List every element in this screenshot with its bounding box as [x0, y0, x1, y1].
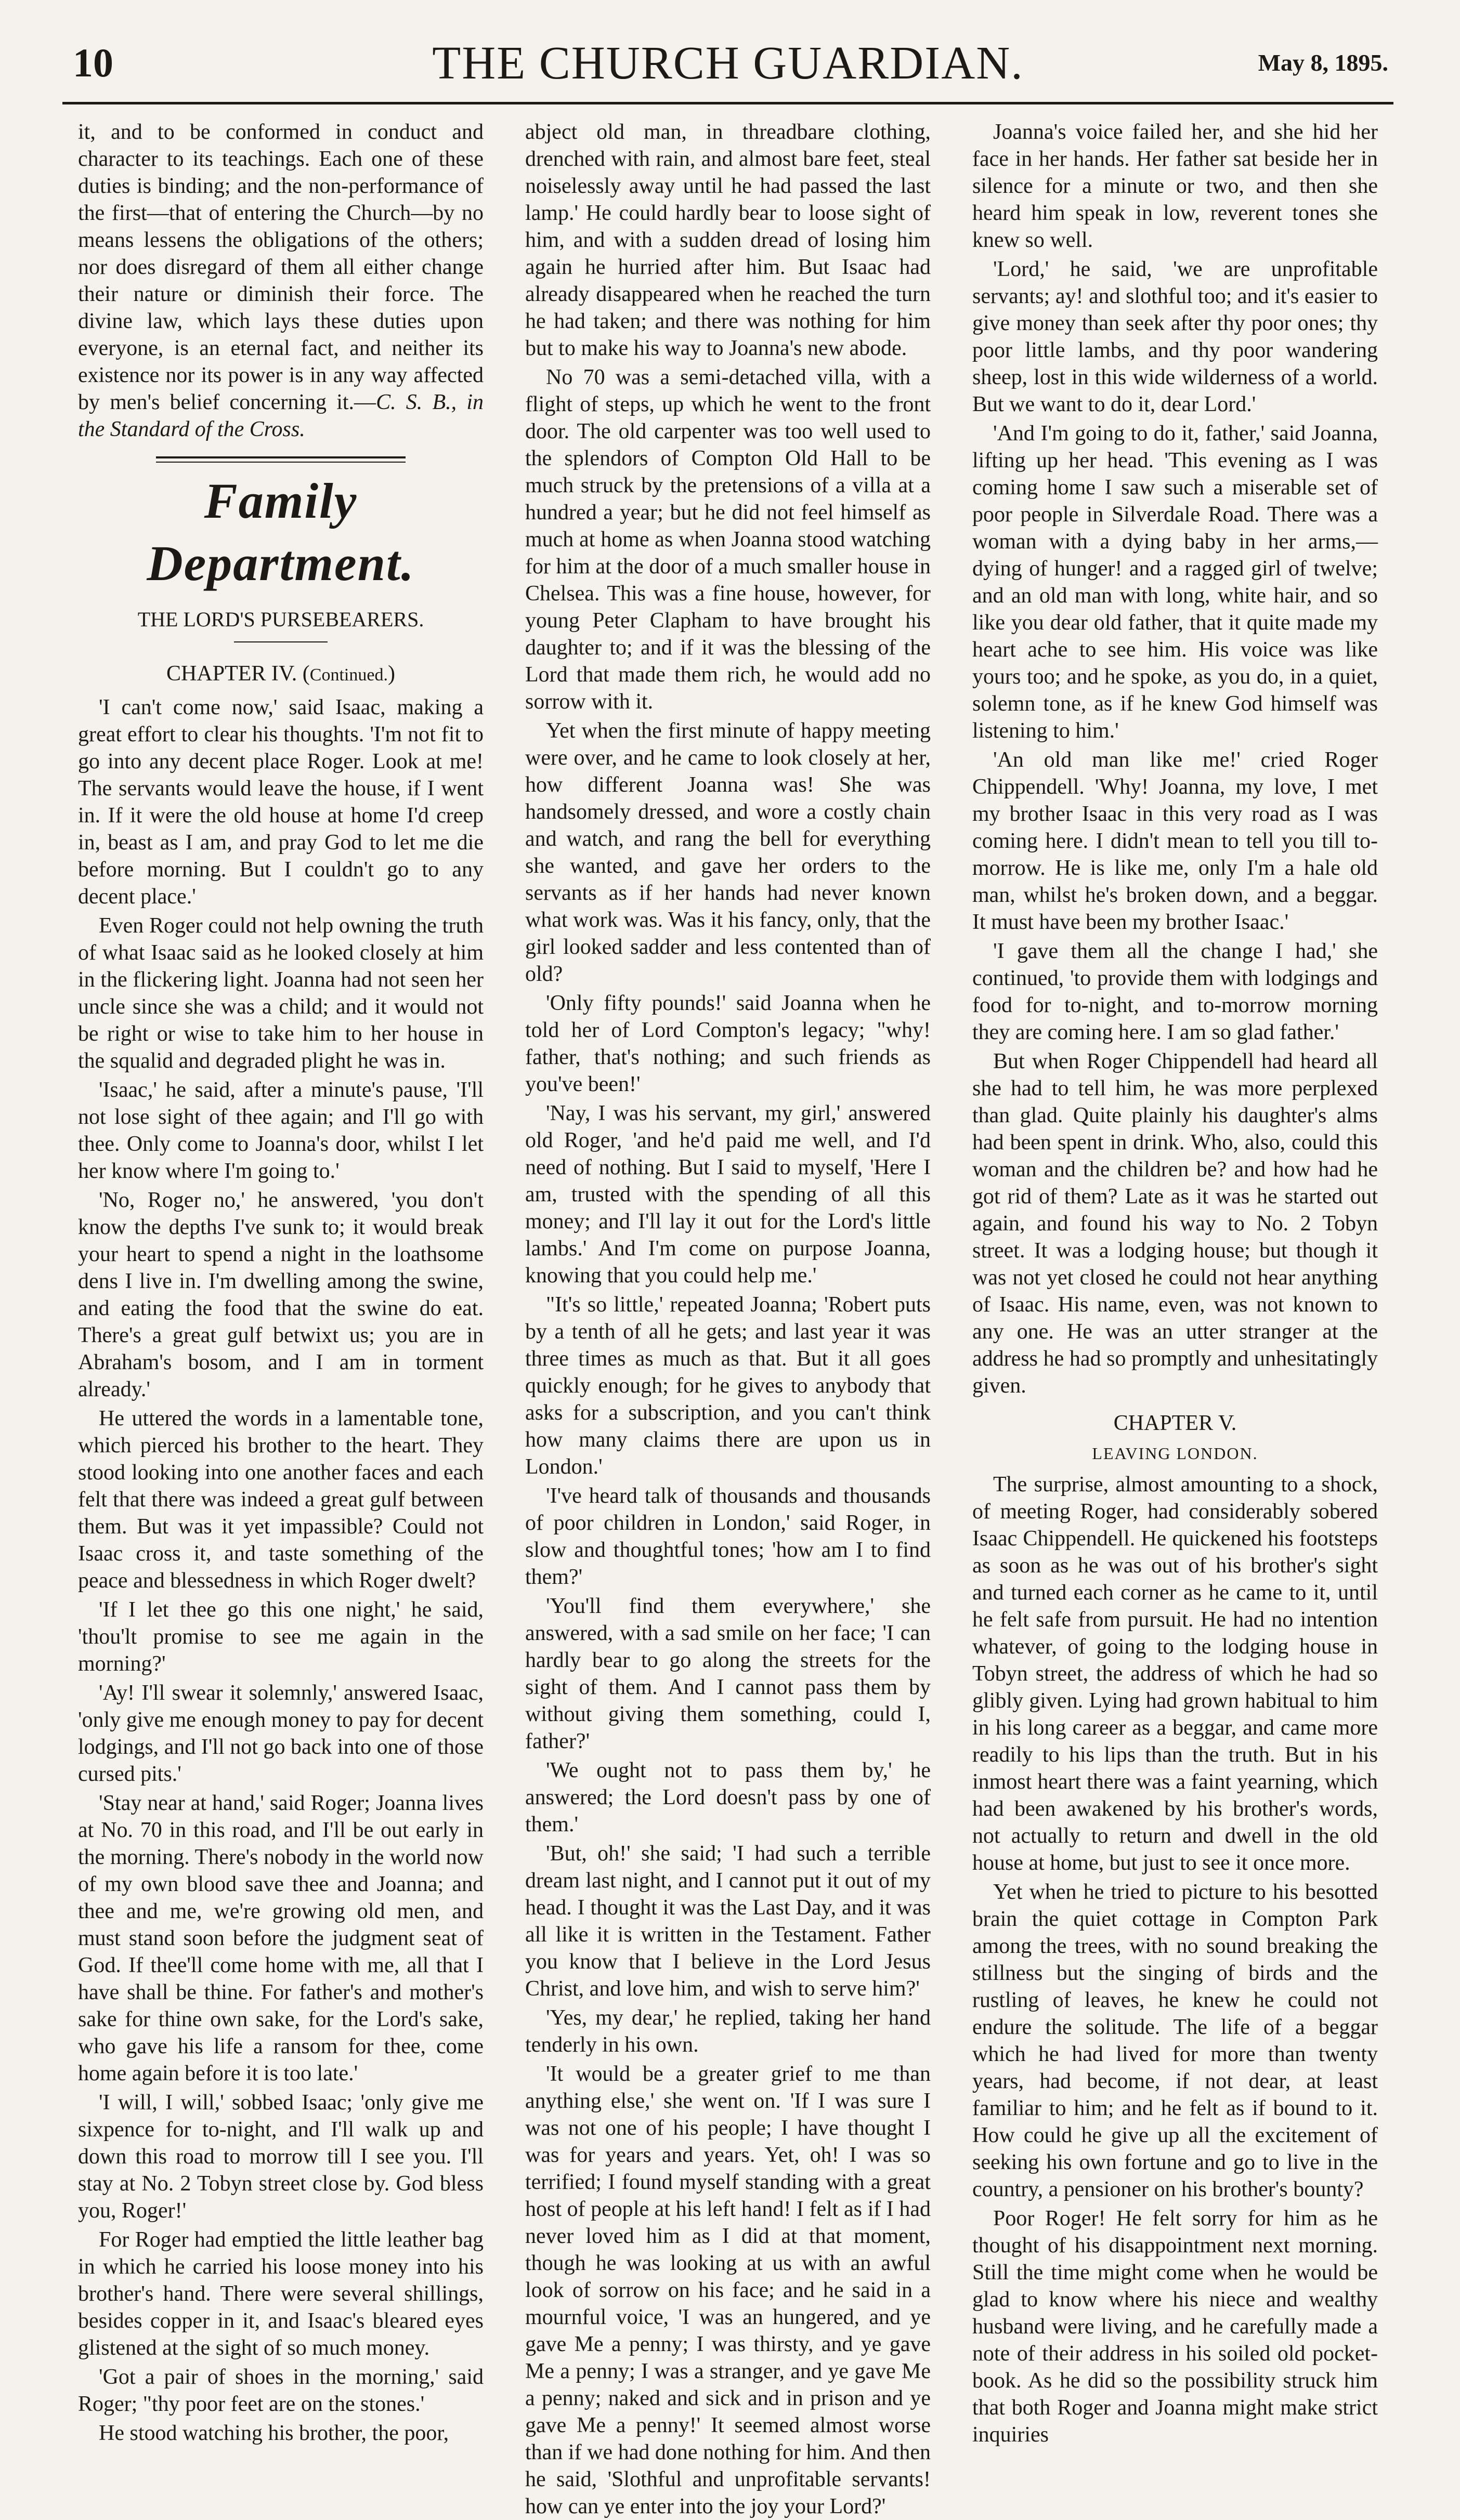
section-rule [156, 456, 406, 463]
chapter-subtitle: LEAVING LONDON. [1092, 1444, 1258, 1463]
paragraph: 'Nay, I was his servant, my girl,' answered old Roger, 'and he'd paid me well, and I'd need of nothing. But I said to myself, 'Here I am, trusted with the spending of all this money; and I'll lay it out for the Lord's little lambs.' And I'm come on purpose Joanna, knowing that you could help me.' [525, 1101, 931, 1288]
paragraph: 'I will, I will,' sobbed Isaac; 'only give me sixpence for to-night, and I'll walk up and down this road to morrow till I see you. I'll stay at No. 2 Tobyn street close by. God bless you, Roger!' [78, 2091, 484, 2223]
paragraph: But when Roger Chippendell had heard all she had to tell him, he was more perplexed than glad. Quite plainly his daughter's alms had been spent in drink. Who, also, could this woman and the children be? and how had he got rid of them? Late as it was he started out again, and found his way to No. 2 Tobyn street. It was a lodging house; but though it was not yet closed he could not hear anything of Isaac. His name, even, was not known to any one. He was an utter stranger at the address he had so promptly and unhesitatingly given. [972, 1049, 1378, 1398]
paragraph: 'And I'm going to do it, father,' said Joanna, lifting up her head. 'This evening as I was coming home I saw such a miserable set of poor people in Silverdale Road. There was a woman with a dying baby in her arms,—dying of hunger! and a ragged girl of twelve; and an old man with long, white hair, and so like you dear old father, that it quite made my heart ache to see him. His voice was like yours too; and he spoke, as you do, in a quiet, solemn tone, as if he knew God himself was listening to him.' [972, 422, 1378, 743]
column-3 [972, 119, 1378, 2447]
story-rule [234, 641, 328, 642]
department-heading: Family Department. [147, 473, 415, 591]
issue-date: May 8, 1895. [1258, 49, 1388, 76]
paragraph: Yet when the first minute of happy meeting were over, and he came to look closely at her, how different Joanna was! She was handsomely dressed, and wore a costly chain and watch, and rang the bell for everything she wanted, and gave her orders to the servants as if her hands had never known what work was. Was it his fancy, only, that the girl looked sadder and less contented than of old? [525, 719, 931, 986]
paragraph: Poor Roger! He felt sorry for him as he thought of his disappointment next morning. Still the time might come when he would be glad to know where his niece and wealthy husband were living, and he carefully made a note of their address in his soiled old pocket-book. As he did so the possibility struck him that both Roger and Joanna might make strict inquiries [972, 2207, 1378, 2447]
paragraph: He stood watching his brother, the poor, [99, 2421, 449, 2445]
paragraph: Joanna's voice failed her, and she hid her face in her hands. Her father sat beside her in silence for a minute or two, and then she heard him speak in low, reverent tones she knew so well. [972, 120, 1378, 252]
column-2 [525, 119, 931, 2518]
page-number: 10 [73, 40, 113, 85]
paragraph: 'If I let thee go this one night,' he said, 'thou'lt promise to see me again in the morning?' [78, 1598, 484, 1676]
paragraph: 'It would be a greater grief to me than anything else,' she went on. 'If I was sure I was not one of his people; I have thought I was for years and years. Yet, oh! I was so terrified; I found myself standing with a great host of people at his left hand! I felt as if I had never loved him as I did at that moment, though he was looking at us with an awful look of sorrow on his face; and he said in a mournful voice, 'I was an hungered, and ye gave Me a penny; I was thirsty, and ye gave Me a penny; I was a stranger, and ye gave Me a penny; naked and sick and in prison and ye gave Me a penny!' It seemed almost worse than if we had done nothing for him. And then he said, 'Slothful and unprofitable servants! how can ye enter into the joy your Lord?' [525, 2062, 931, 2518]
chapter-label: CHAPTER IV. ( [166, 662, 310, 686]
paragraph: 'I gave them all the change I had,' she continued, 'to provide them with lodgings and food for to-night, and to-morrow morning they are coming here. I am so glad father.' [972, 939, 1378, 1044]
masthead [62, 25, 1393, 103]
chapter-heading [78, 658, 484, 691]
paragraph: He uttered the words in a lamentable tone, which pierced his brother to the heart. They stood looking into one another faces and each felt that there was indeed a great gulf between them. But was it yet impassible? Could not Isaac cross it, and taste something of the peace and blessedness in which Roger dwelt? [78, 1407, 484, 1593]
chapter-heading: CHAPTER V. [1113, 1411, 1237, 1435]
publication-title: THE CHURCH GUARDIAN. [432, 37, 1024, 89]
header-rule [62, 102, 1393, 104]
paragraph: "It's so little,' repeated Joanna; 'Robert puts by a tenth of all he gets; and last year it was three times as much as that. But it all goes quickly enough; for he gives to anybody that asks for a subscription, and you can't think how many claims there are upon us in London.' [525, 1293, 931, 1479]
paragraph: 'Got a pair of shoes in the morning,' said Roger; "thy poor feet are on the stones.' [78, 2365, 484, 2416]
chapter-paren: ) [387, 662, 395, 686]
paragraph: 'Ay! I'll swear it solemnly,' answered Isaac, 'only give me enough money to pay for decent lodgings, and I'll not go back into one of those cursed pits.' [78, 1681, 484, 1786]
paragraph: abject old man, in threadbare clothing, drenched with rain, and almost bare feet, steal noiselessly away until he had passed the last lamp.' He could hardly bear to loose sight of him, and with a sudden dread of losing him again he hurried after him. But Isaac had already disappeared when he reached the turn he had taken; and there was nothing for him but to make his way to Joanna's new abode. [525, 120, 931, 360]
paragraph: 'You'll find them everywhere,' she answered, with a sad smile on her face; 'I can hardly bear to go along the streets for the sight of them. And I cannot pass them by without giving them something, could I, father?' [525, 1594, 931, 1753]
column-1 [78, 119, 484, 2445]
article-continuation [78, 119, 484, 443]
paragraph: 'Stay near at hand,' said Roger; Joanna lives at No. 70 in this road, and I'll be out early in the morning. There's nobody in the world now of my own blood save thee and Joanna; and thee and me, we're growing old men, and must stand soon before the judgment seat of God. If thee'll come home with me, all that I have shall be thine. For father's and mother's sake for thine own sake, for the Lord's sake, who gave his life a ransom for thee, come home again before it is too late.' [78, 1791, 484, 2085]
paragraph: 'I've heard talk of thousands and thousands of poor children in London,' said Roger, in slow and thoughtful tones; 'how am I to find them?' [525, 1484, 931, 1589]
paragraph: 'But, oh!' she said; 'I had such a terrible dream last night, and I cannot put it out of my head. I thought it was the Last Day, and it was all like it is written in the Testament. Father you know that I believe in the Lord Jesus Christ, and love him, and wish to serve him?' [525, 1842, 931, 2001]
paragraph: No 70 was a semi-detached villa, with a flight of steps, up which he went to the front door. The old carpenter was too well used to the splendors of Compton Old Hall to be much struck by the pretensions of a villa at a hundred a year; but he did not feel himself as much at home as when Joanna stood watching for him at the door of a much smaller house in Chelsea. This was a fine house, however, for young Peter Clapham to have brought his daughter to; and if it was the blessing of the Lord that made them rich, he would add no sorrow with it. [525, 365, 931, 714]
paragraph: 'No, Roger no,' he answered, 'you don't know the depths I've sunk to; it would break your heart to spend a night in the loathsome dens I live in. I'm dwelling among the swine, and eating the food that the swine do eat. There's a great gulf betwixt us; you are in Abraham's bosom, and I am in torment already.' [78, 1188, 484, 1401]
paragraph: it, and to be conformed in conduct and character to its teachings. Each one of these duties is binding; and the non-performance of the first—that of entering the Church—by no means lessens the obligations of the others; nor does disregard of them all either change their nature or diminish their force. The divine law, which lays these duties upon everyone, is an eternal fact, and neither its existence nor its power is in any way affected by men's belief concerning it.— [78, 120, 484, 414]
paragraph: Yet when he tried to picture to his besotted brain the quiet cottage in Compton Park among the trees, with no sound breaking the stillness but the singing of birds and the rustling of leaves, he knew he could not endure the solitude. The life of a beggar which he had lived for more than twenty years, had become, if not dear, at least familiar to him; and he felt as if bound to it. How could he give up all the excitement of seeking his own fortune and go to live in the country, a pensioner on his brother's bounty? [972, 1880, 1378, 2201]
citation: C. S. B., in the Standard of the Cross. [78, 390, 484, 441]
paragraph: 'We ought not to pass them by,' he answered; the Lord doesn't pass by one of them.' [525, 1758, 931, 1836]
paragraph: Even Roger could not help owning the truth of what Isaac said as he looked closely at him in the flickering light. Joanna had not seen her uncle since she was a child; and it would not be right or wise to take him to her house in the squalid and degraded plight he was in. [78, 914, 484, 1073]
paragraph: 'Lord,' he said, 'we are unprofitable servants; ay! and slothful too; and it's easier to give money than seek after thy poor ones; thy poor little lambs, and thy poor wandering sheep, lost in this wide wilderness of a world. But we want to do it, dear Lord.' [972, 257, 1378, 416]
paragraph: 'Yes, my dear,' he replied, taking her hand tenderly in his own. [525, 2006, 931, 2057]
paragraph: 'I can't come now,' said Isaac, making a great effort to clear his thoughts. 'I'm not fit to go into any decent place Roger. Look at me! The servants would leave the house, if I went in. If it were the old house at home I'd creep in, beast as I am, and pray God to let me die before morning. But I couldn't go to any decent place.' [78, 695, 484, 909]
chapter-continued: Continued. [309, 665, 388, 685]
paragraph: 'Only fifty pounds!' said Joanna when he told her of Lord Compton's legacy; "why! father, that's nothing; and such friends as you've been!' [525, 991, 931, 1096]
story-title: THE LORD'S PURSEBEARERS. [137, 608, 424, 631]
paragraph: 'Isaac,' he said, after a minute's pause, 'I'll not lose sight of thee again; and I'll go with thee. Only come to Joanna's door, whilst I let her know where I'm going to.' [78, 1078, 484, 1183]
paragraph: For Roger had emptied the little leather bag in which he carried his loose money into his brother's hand. There were several shillings, besides copper in it, and Isaac's bleared eyes glistened at the sight of so much money. [78, 2228, 484, 2360]
paragraph: 'An old man like me!' cried Roger Chippendell. 'Why! Joanna, my love, I met my brother Isaac in this very road as I was coming here. I didn't mean to tell you till to-morrow. He is like me, only I'm a hale old man, whilst he's broken down, and a beggar. It must have been my brother Isaac.' [972, 748, 1378, 934]
paragraph: The surprise, almost amounting to a shock, of meeting Roger, had considerably sobered Isaac Chippendell. He quickened his footsteps as soon as he was out of his brother's sight and turned each corner as he came to it, until he felt safe from pursuit. He had no intention whatever, of going to the lodging house in Tobyn street, the address of which he had so glibly given. Lying had grown habitual to him in his long career as a beggar, and came more readily to his lips than the truth. But in his inmost heart there was a faint yearning, which had been awakened by his brother's words, not actually to return and dwell in the old house at home, but just to see it once more. [972, 1473, 1378, 1875]
